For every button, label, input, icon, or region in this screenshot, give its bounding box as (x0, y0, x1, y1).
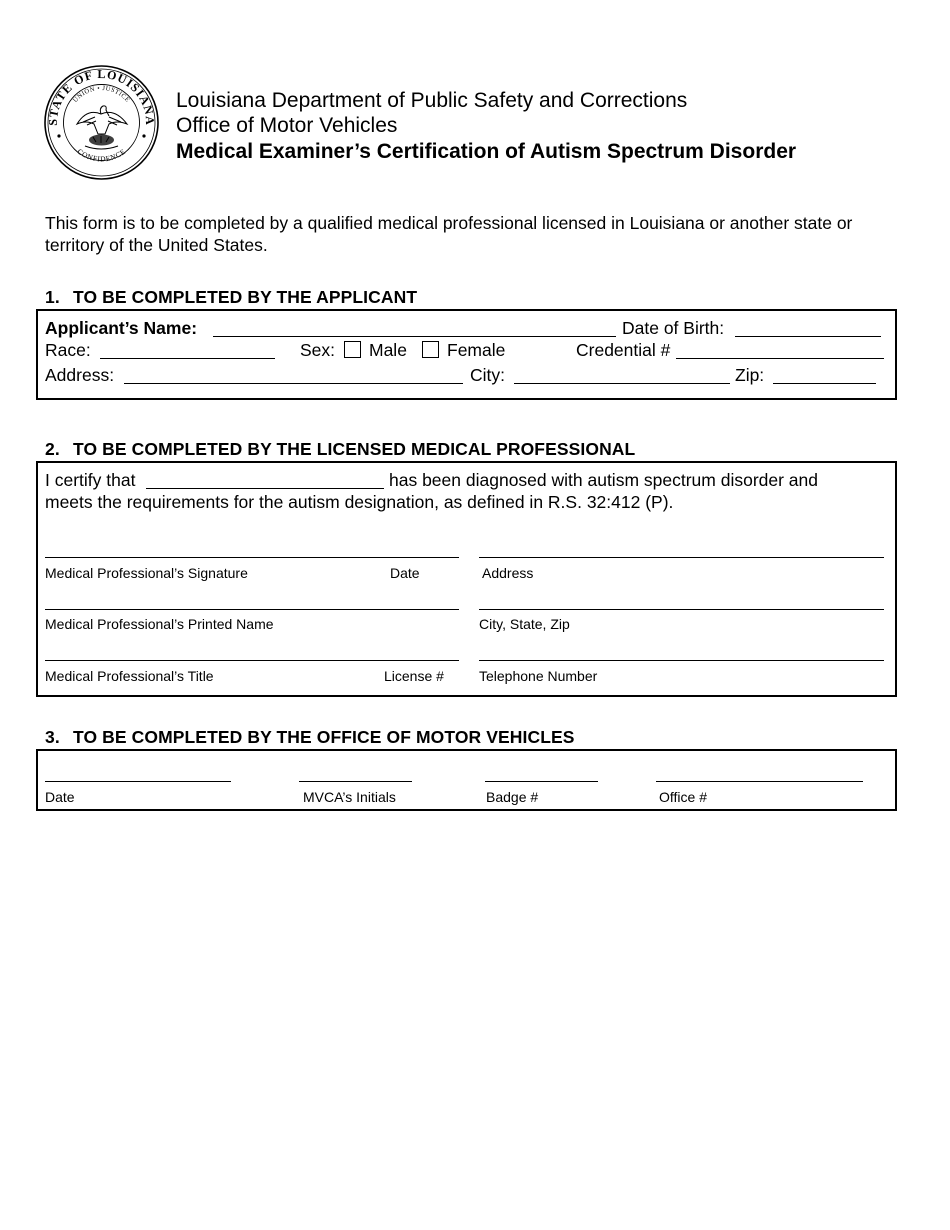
seal-bottom-text: CONFIDENCE (75, 146, 128, 164)
omv-date-label: Date (45, 789, 75, 805)
omv-section-box (36, 749, 897, 811)
office-label: Office # (659, 789, 707, 805)
certify-statement-line-2: meets the requirements for the autism designation, as defined in R.S. 32:412 (P). (45, 492, 674, 512)
city-state-zip-input[interactable] (479, 609, 884, 610)
male-label: Male (369, 340, 407, 360)
address-label: Address: (45, 365, 115, 385)
sex-label: Sex: (300, 340, 336, 360)
printed-name-label: Medical Professional’s Printed Name (45, 616, 274, 632)
omv-date-input[interactable] (45, 781, 231, 782)
female-label: Female (447, 340, 506, 360)
zip-input[interactable] (773, 383, 876, 384)
certified-person-input[interactable] (146, 488, 384, 489)
section-3-title: TO BE COMPLETED BY THE OFFICE OF MOTOR VEHICLES (73, 727, 575, 747)
section-2-title: TO BE COMPLETED BY THE LICENSED MEDICAL PROFESSIONAL (73, 439, 636, 459)
seal-outer-text: STATE OF LOUISIANA (45, 66, 158, 126)
city-input[interactable] (514, 383, 730, 384)
applicant-name-input[interactable] (213, 336, 616, 337)
address-input[interactable] (124, 383, 463, 384)
female-checkbox[interactable] (418, 341, 440, 361)
section-1-number: 1. (45, 287, 60, 307)
section-1-title: TO BE COMPLETED BY THE APPLICANT (73, 287, 418, 307)
zip-label: Zip: (735, 365, 765, 385)
applicant-name-label: Applicant’s Name: (45, 318, 198, 338)
badge-input[interactable] (485, 781, 598, 782)
city-label: City: (470, 365, 505, 385)
certify-prefix: I certify that (45, 470, 136, 490)
mvca-initials-label: MVCA’s Initials (303, 789, 396, 805)
city-state-zip-label: City, State, Zip (479, 616, 570, 632)
credential-input[interactable] (676, 358, 884, 359)
section-1-heading (45, 287, 417, 308)
signature-date-input[interactable] (45, 557, 459, 558)
office-name: Office of Motor Vehicles (176, 114, 398, 137)
printed-name-input[interactable] (45, 609, 459, 610)
license-label: License # (384, 668, 444, 684)
credential-label: Credential # (576, 340, 671, 360)
section-2-heading (45, 439, 635, 460)
title-license-input[interactable] (45, 660, 459, 661)
professional-address-label: Address (482, 565, 534, 581)
svg-text:UNION • JUSTICE (72, 85, 131, 104)
certify-suffix: has been diagnosed with autism spectrum disorder and (389, 470, 818, 490)
seal-inner-text: UNION • JUSTICE (71, 84, 132, 104)
office-input[interactable] (656, 781, 863, 782)
louisiana-state-seal (43, 64, 160, 181)
telephone-label: Telephone Number (479, 668, 598, 684)
signature-date-label: Date (390, 565, 420, 581)
section-3-heading (45, 727, 575, 748)
dob-input[interactable] (735, 336, 881, 337)
section-2-number: 2. (45, 439, 60, 459)
race-label: Race: (45, 340, 91, 360)
department-name: Louisiana Department of Public Safety and Corrections (176, 89, 688, 112)
dob-label: Date of Birth: (622, 318, 725, 338)
professional-title-label: Medical Professional’s Title (45, 668, 214, 684)
intro-paragraph: This form is to be completed by a qualified medical professional licensed in Louisiana or another state or territory of the United States. (45, 213, 853, 255)
mvca-initials-input[interactable] (299, 781, 412, 782)
section-3-number: 3. (45, 727, 60, 747)
male-checkbox[interactable] (340, 341, 362, 361)
badge-label: Badge # (486, 789, 539, 805)
form-title: Medical Examiner’s Certification of Autism Spectrum Disorder (176, 140, 797, 163)
race-input[interactable] (100, 358, 275, 359)
signature-label: Medical Professional’s Signature (45, 565, 248, 581)
pelican-icon (77, 106, 127, 149)
professional-address-input[interactable] (479, 557, 884, 558)
telephone-input[interactable] (479, 660, 884, 661)
